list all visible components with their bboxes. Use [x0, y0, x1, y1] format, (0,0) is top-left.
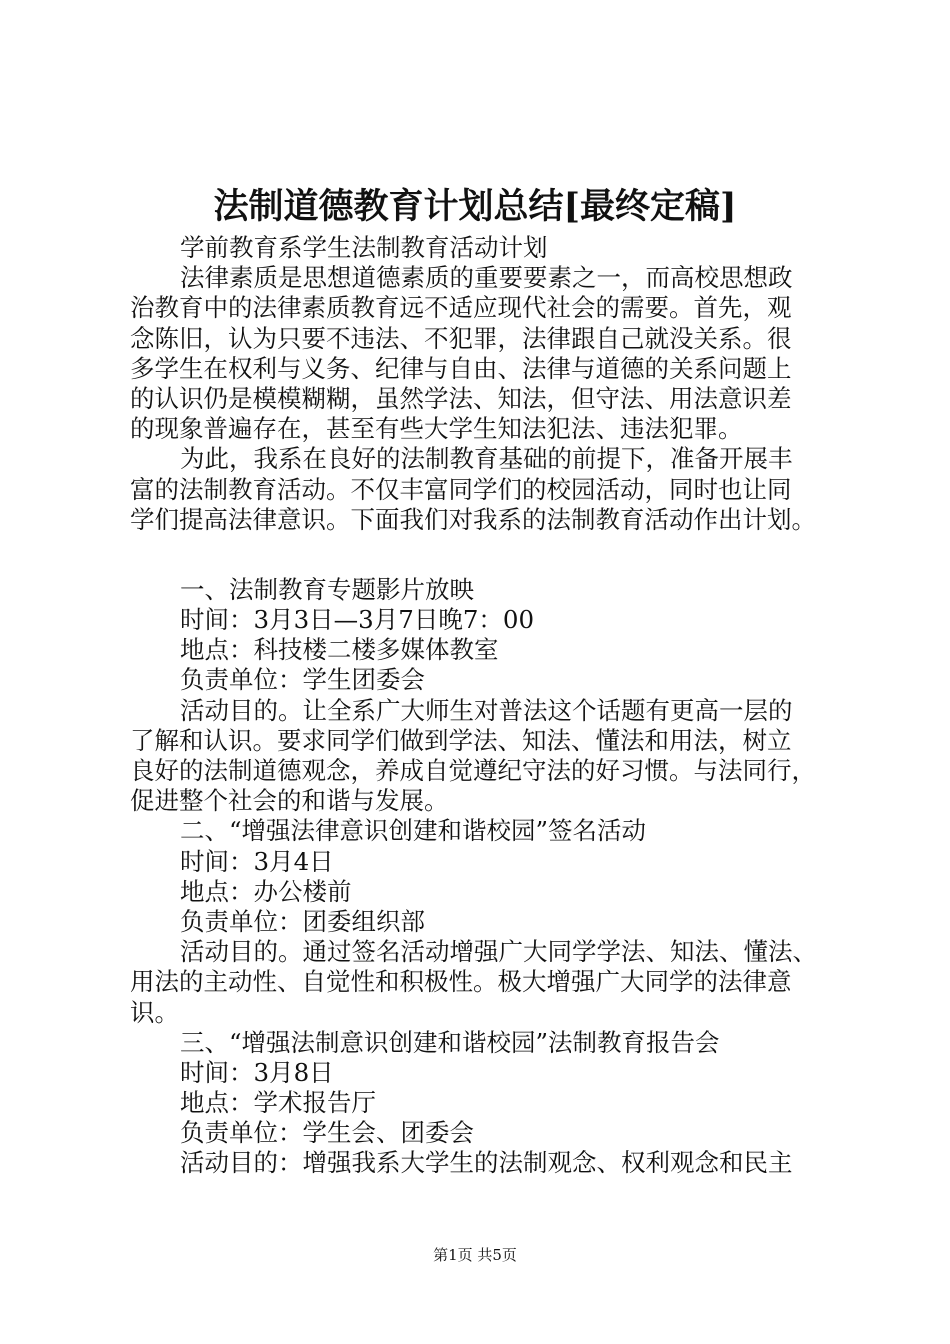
paragraph-line: 法律素质是思想道德素质的重要要素之一，而高校思想政 [180, 263, 793, 293]
paragraph-line: 学们提高法律意识。下面我们对我系的法制教育活动作出计划。 [130, 504, 816, 534]
paragraph-line: 时间：3月3日—3月7日晚7：00 [180, 605, 535, 635]
paragraph-line: 富的法制教育活动。不仅丰富同学们的校园活动，同时也让同 [130, 474, 792, 504]
paragraph-line: 负责单位：团委组织部 [180, 906, 425, 936]
page-footer: 第1页 共5页 [433, 1246, 517, 1264]
paragraph-line: 用法的主动性、自觉性和积极性。极大增强广大同学的法律意 [130, 967, 792, 997]
paragraph-line: 地点：办公楼前 [180, 876, 352, 906]
paragraph-line: 促进整个社会的和谐与发展。 [130, 786, 449, 816]
paragraph-line: 活动目的：增强我系大学生的法制观念、权利观念和民主 [180, 1148, 793, 1178]
paragraph-line: 活动目的。通过签名活动增强广大同学学法、知法、懂法、 [180, 937, 817, 967]
paragraph-line: 负责单位：学生团委会 [180, 665, 425, 695]
section-heading: 二、“增强法律意识创建和谐校园”签名活动 [180, 816, 647, 846]
paragraph-line: 地点：科技楼二楼多媒体教室 [180, 635, 499, 665]
paragraph-line: 学前教育系学生法制教育活动计划 [180, 233, 548, 262]
paragraph-line: 治教育中的法律素质教育远不适应现代社会的需要。首先，观 [130, 293, 792, 323]
section-heading: 一、法制教育专题影片放映 [180, 574, 474, 604]
paragraph-line: 时间：3月8日 [180, 1057, 334, 1087]
document-body [130, 233, 856, 1179]
paragraph-line: 的认识仍是模模糊糊，虽然学法、知法，但守法、用法意识差 [130, 383, 792, 413]
paragraph-line: 识。 [130, 997, 179, 1027]
paragraph-line: 为此，我系在良好的法制教育基础的前提下，准备开展丰 [180, 444, 793, 474]
paragraph-gap [130, 535, 856, 575]
paragraph-line: 多学生在权利与义务、纪律与自由、法律与道德的关系问题上 [130, 353, 792, 383]
paragraph-line: 念陈旧，认为只要不违法、不犯罪，法律跟自己就没关系。很 [130, 323, 792, 353]
paragraph-line: 的现象普遍存在，甚至有些大学生知法犯法、违法犯罪。 [130, 414, 743, 444]
paragraph-line: 负责单位：学生会、团委会 [180, 1118, 474, 1148]
paragraph-line: 时间：3月4日 [180, 846, 334, 876]
document-title: 法制道德教育计划总结[最终定稿] [213, 186, 737, 227]
section-heading: 三、“增强法制意识创建和谐校园”法制教育报告会 [180, 1027, 720, 1057]
paragraph-line: 地点：学术报告厅 [180, 1088, 376, 1118]
paragraph-line: 良好的法制道德观念，养成自觉遵纪守法的好习惯。与法同行， [130, 756, 816, 785]
paragraph-line: 活动目的。让全系广大师生对普法这个话题有更高一层的 [180, 695, 793, 725]
paragraph-line: 了解和认识。要求同学们做到学法、知法、懂法和用法，树立 [130, 725, 792, 755]
